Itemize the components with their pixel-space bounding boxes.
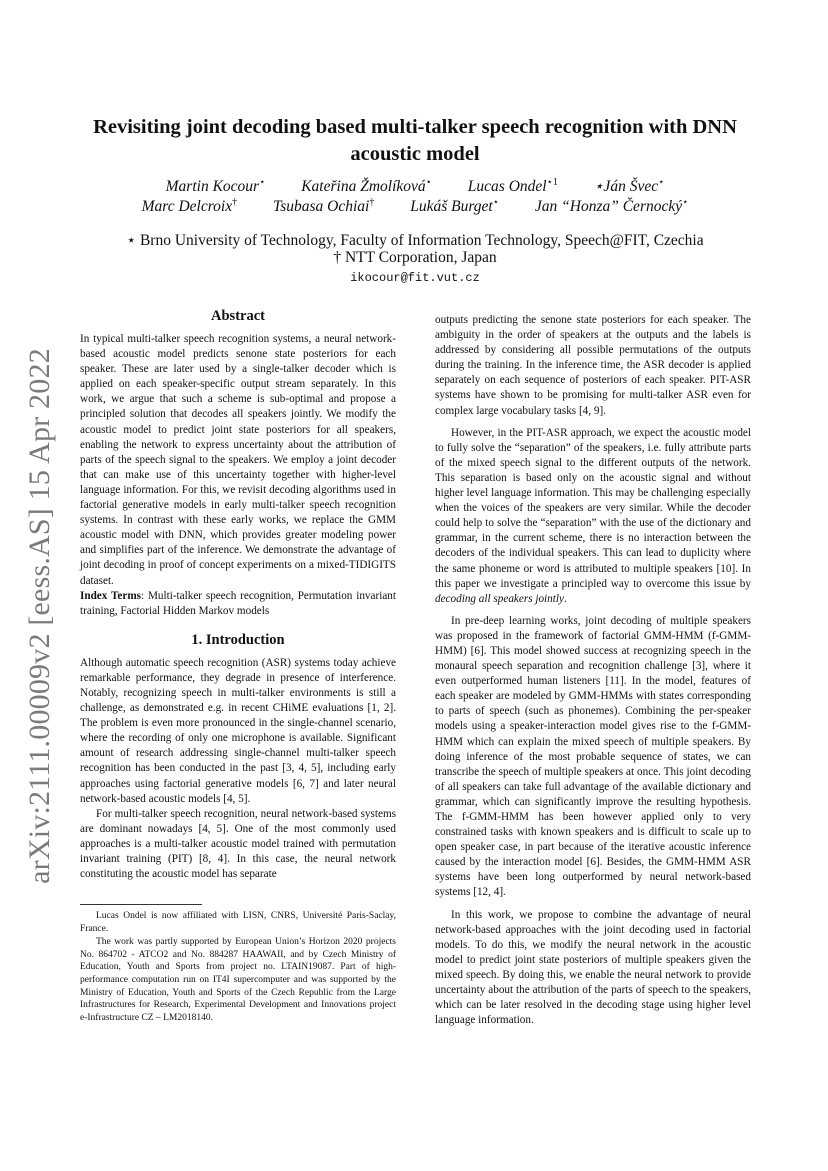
affiliation-brno: ⋆ Brno University of Technology, Faculty of Information Technology, Speech@FIT, Czechia [126,232,704,249]
introduction-heading: 1. Introduction [191,631,285,648]
body-paragraph: In pre-deep learning works, joint decoding of multiple speakers was proposed in the framework of factorial GMM-HMM (f-GMM-HMM) [6]. This model showed success at recognizing speech in the monaural speech separation and recognition challenge [3], where it even outperformed human listeners [11]. In the model, features of each speaker are modeled by GMM-HMMs with states corresponding to parts of speech (such as phonemes). Combining the per-speaker models using a speaker-interaction model gives rise to the f-GMM-HMM which can explain the mixed speech of multiple speakers. By doing inference of the most probable sequence of states, we can transcribe the speech of multiple speakers at once. This joint decoding of all speakers can take full advantage of the available dictionary and grammar, which can significantly improve the resulting hypothesis. The f-GMM-HMM has been however applied only to very constrained tasks with known speakers and is difficult to scale up to open speaker case, in part because of the iterative acoustic inference caused by the interaction model [6]. Besides, the GMM-HMM ASR systems have been long outperformed by neural network-based systems [12, 4]. [435,614,751,899]
author-row-2 [80,197,750,216]
footnote: Lucas Ondel is now affiliated with LISN, CNRS, Université Paris-Saclay, France. [80,911,396,934]
footnote-rule [80,904,202,905]
author: Jan “Honza” Černocký⋆ [534,197,689,216]
arxiv-identifier: arXiv:2111.00009v2 [eess.AS] 15 Apr 2022 [23,348,57,884]
contact-email[interactable]: ikocour@fit.vut.cz [350,271,480,285]
author: Martin Kocour⋆ [165,177,266,196]
author: Kateřina Žmolíková⋆ [301,177,432,196]
index-terms-text: : Multi-talker speech recognition, Permutation invariant training, Factorial Hidden Markov models [80,589,396,617]
body-paragraph: In this work, we propose to combine the advantage of neural network-based approaches with the joint decoding used in factorial models. To do this, we modify the neural network in the acoustic model to predict joint state posteriors of multiple speakers given the mixed speech. By doing this, we enable the neural network to provide uncertainty about the attribution of the parts of speech to the speakers, which can be later resolved in the decoding stage using higher level language information. [435,908,751,1027]
emphasis: decoding all speakers jointly [435,592,564,605]
index-terms-label: Index Terms [80,589,142,602]
arxiv-sidebar-stamp [10,348,70,884]
body-paragraph: However, in the PIT-ASR approach, we expect the acoustic model to fully solve the “separation” of the speakers, i.e. fully attribute parts of the mixed speech signal to the different outputs of the network. This separation is based only on the acoustic signal and without higher level language information. This may be challenging especially when the voices of the speakers are very similar. While the decoder could help to solve the “separation” with the use of the dictionary and grammar, in the current scheme, there is no interaction between the decoders of the individual speakers. This can lead to duplicity where the same phoneme or word is attributed to multiple speakers [10]. In this paper we investigate a principled way to overcome this issue by decoding all speakers jointly. [435,426,751,605]
affiliation-ntt: † NTT Corporation, Japan [333,249,497,266]
author: Lucas Ondel$^{⋆1}$ [467,177,558,196]
author-row-1 [80,177,750,196]
abstract-text: In typical multi-talker speech recognition systems, a neural network-based acoustic model predicts senone state posteriors for each speaker. These are later used by a single-talker decoder which is applied on each speaker-specific output stream separately. In this work, we argue that such a scheme is sub-optimal and propose a principled solution that decodes all speakers jointly. We modify the acoustic model to predict joint state posteriors for all speakers, enabling the network to express uncertainty about the attribution of parts of the speech signal to the speakers. We employ a joint decoder that can make use of this uncertainty together with higher-level language information. For this, we revisit decoding algorithms used in factorial generative models in early multi-talker speech recognition systems. In contrast with these early works, we replace the GMM acoustic model with DNN, which provides greater modeling power and simplifies part of the inference. We demonstrate the advantage of joint decoding in proof of concept experiments on a mixed-TIDIGITS dataset. [80,333,396,587]
footnotes [80,904,396,1025]
author: Tsubasa Ochiai† [273,197,375,216]
abstract-heading: Abstract [211,308,265,324]
body-paragraph: outputs predicting the senone state posteriors for each speaker. The ambiguity in the order of speakers at the outputs and the labels is addressed by considering all possible permutations of the outputs during the training. In the inference time, the ASR decoder is applied separately on each sequence of posteriors of each speaker. PIT-ASR systems have shown to be promising for multi-talker ASR even for complex large vocabulary tasks [4, 9]. [435,314,751,417]
author: Marc Delcroix† [141,197,238,216]
author: Lukáš Burget⋆ [410,197,499,216]
paper-title: Revisiting joint decoding based multi-talker speech recognition with DNN acoustic model [93,116,737,165]
index-terms [80,589,396,619]
footnote: The work was partly supported by European Union’s Horizon 2020 projects No. 864702 - ATCO2 and No. 884287 HAAWAII, and by Czech Ministry of Education, Youth and Sports from project no. LTAIN19087. Part of high-performance computation run on IT4I supercomputer and was supported by the Ministry of Education, Youth and Sports of the Czech Republic from the Large Infrastructures for Research, Experimental Development and Innovations project e-Infrastructure CZ – LM2018140. [80,937,396,1023]
introduction-paragraph: For multi-talker speech recognition, neural network-based systems are dominant nowadays [4, 5]. One of the most commonly used approaches is a multi-talker acoustic model trained with permutation invariant training (PIT) [8, 4]. In this case, the neural network constituting the acoustic model has separate [80,807,396,881]
author: ⋆Ján Švec⋆ [593,177,665,196]
introduction-paragraph: Although automatic speech recognition (ASR) systems today achieve remarkable performance, they degrade in presence of interference. Notably, recognizing speech in multi-talker environments is still a challenge, as demonstrated e.g. in recent CHiME evaluations [1, 2]. The problem is even more pronounced in the single-channel scenario, where the recording of only one microphone is available. Significant amount of research addressing single-channel multi-talker speech recognition has been conducted in the past [3, 4, 5], including early approaches using factorial generative models [6, 7] and later neural network-based acoustic models [4, 5]. [80,656,396,805]
left-column [80,307,396,882]
right-column [435,313,751,1028]
